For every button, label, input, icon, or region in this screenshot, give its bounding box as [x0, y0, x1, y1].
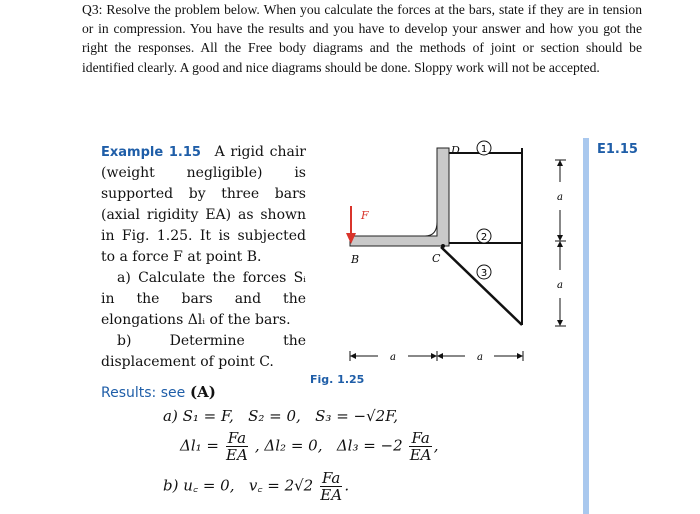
result-s3: S₃ = −√2F, [315, 407, 399, 425]
label-c: C [432, 252, 441, 265]
bar-3-number: 3 [480, 268, 488, 279]
result-forces [163, 407, 398, 425]
result-b-fraction [320, 470, 342, 503]
horizontal-dimension [350, 351, 523, 361]
result-displacement: b) u꜀ = 0, v꜀ = 2√2 $\frac{Fa}{EA}$ . [163, 469, 350, 504]
bar-1-number: 1 [480, 144, 488, 155]
figure-caption: Fig. 1.25 [310, 373, 365, 386]
dim-a-vertical-bottom: a [557, 280, 563, 291]
bar-3 [441, 247, 522, 325]
vertical-dimension [555, 160, 566, 326]
example-tag: E1.15 [597, 142, 638, 157]
example-part-b: b) Determine the displacement of point C. [101, 333, 306, 370]
result-dl3-den: EA [409, 446, 432, 464]
dim-a-vertical-top: a [557, 192, 563, 203]
question-text: Q3: Resolve the problem below. When you calculate the forces at the bars, state if they are in tension or in compression. You have the results and you have to develop your answer and how you got the right the responses. All the Free body diagrams and the methods of joint or section should be identified clearly. A good and nice diagrams should be done. Sloppy work will not be accepted. [82, 2, 642, 75]
result-dl3-left: Δl₃ = −2 [336, 436, 403, 455]
example-part-a: a) Calculate the forces Sᵢ in the bars and the elongations Δlᵢ of the bars. [101, 270, 306, 328]
result-dl1-fraction [226, 430, 248, 463]
results-ref: (A) [190, 383, 216, 401]
example-intro: A rigid chair (weight negligible) is supported by three bars (axial rigidity EA) as shown in Fig. 1.25. It is subjected to a force F at point B. [101, 144, 306, 265]
example-title: Example 1.15 [101, 145, 201, 160]
chair-fillet [425, 222, 437, 236]
dim-a-horizontal-right: a [477, 352, 483, 363]
result-s2: S₂ = 0, [248, 407, 301, 425]
label-d: D [451, 144, 460, 157]
result-b-mid: v꜀ = 2√2 [248, 476, 314, 495]
result-b-den: EA [320, 486, 343, 504]
result-elongations: Δl₁ = $\frac{Fa}{EA}$ , Δl₂ = 0, Δl₃ = −2 $\frac{Fa}{EA}$ , [180, 429, 439, 464]
results-label: Results: see [101, 385, 186, 401]
dim-a-horizontal-left: a [390, 352, 396, 363]
result-dl3-num: Fa [411, 429, 430, 447]
result-b-left: b) u꜀ = 0, [163, 476, 235, 495]
results-heading [101, 383, 216, 401]
result-dl1-den: EA [226, 446, 248, 464]
result-dl1-left: Δl₁ = [180, 436, 219, 455]
result-dl3-fraction [409, 430, 431, 463]
bar-2-number: 2 [480, 232, 488, 243]
result-dl1-num: Fa [227, 429, 247, 447]
result-dl2: , Δl₂ = 0, [254, 436, 323, 455]
result-s1: a) S₁ = F, [163, 407, 234, 425]
joint-c [441, 244, 445, 248]
label-b: B [351, 253, 360, 266]
result-b-num: Fa [322, 469, 341, 487]
rigid-chair [350, 148, 449, 246]
label-f: F [361, 209, 369, 222]
